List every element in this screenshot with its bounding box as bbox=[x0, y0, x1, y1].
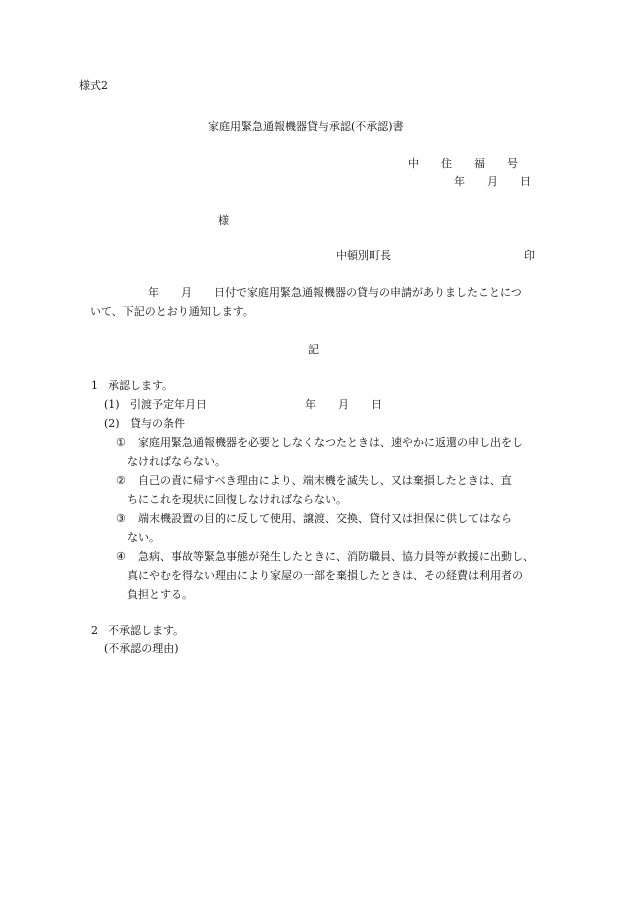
recipient-suffix: 様 bbox=[218, 214, 229, 227]
intro-line-1: 年 月 日付で家庭用緊急通報機器の貸与の申請がありましたことにつ bbox=[148, 286, 522, 299]
document-title: 家庭用緊急通報機器貸与承認(不承認)書 bbox=[208, 120, 404, 133]
document-number: 中 住 福 号 bbox=[408, 157, 518, 170]
condition-4-line-3: 負担とする。 bbox=[127, 588, 193, 601]
issuer-name: 中頓別町長 bbox=[336, 249, 391, 262]
condition-3-line-1: 端末機設置の目的に反して使用、譲渡、交換、貸付又は担保に供してはなら bbox=[138, 512, 512, 525]
condition-1-number: ① bbox=[116, 436, 126, 449]
ki-heading: 記 bbox=[308, 343, 319, 356]
condition-2-line-1: 自己の責に帰すべき理由により、端末機を滅失し、又は棄損したときは、直 bbox=[138, 474, 512, 487]
condition-4-number: ④ bbox=[116, 550, 126, 563]
section-2-label: 不承認します。 bbox=[108, 624, 185, 637]
condition-2-number: ② bbox=[116, 474, 126, 487]
item-2-number: (2) bbox=[104, 417, 120, 430]
condition-3-line-2: ない。 bbox=[127, 531, 160, 544]
section-2-reason-label: (不承認の理由) bbox=[104, 642, 179, 655]
intro-line-2: いて、下記のとおり通知します。 bbox=[90, 305, 254, 318]
section-1-number: 1 bbox=[91, 379, 98, 392]
condition-4-line-2: 真にやむを得ない理由により家屋の一部を棄損したときは、その経費は利用者の bbox=[127, 569, 523, 582]
condition-1-line-1: 家庭用緊急通報機器を必要としなくなつたときは、速やかに返還の申し出をし bbox=[138, 436, 523, 449]
condition-2-line-2: ちにこれを現状に回復しなければならない。 bbox=[127, 493, 347, 506]
form-label: 様式2 bbox=[79, 79, 108, 92]
condition-3-number: ③ bbox=[116, 512, 126, 525]
item-1-number: (1) bbox=[104, 398, 120, 411]
condition-4-line-1: 急病、事故等緊急事態が発生したときに、消防職員、協力員等が救援に出動し、 bbox=[138, 550, 534, 563]
item-2-label: 貸与の条件 bbox=[130, 417, 185, 430]
condition-1-line-2: なければならない。 bbox=[127, 455, 226, 468]
section-1-label: 承認します。 bbox=[108, 379, 174, 392]
seal-mark: 印 bbox=[524, 249, 535, 262]
item-1-label: 引渡予定年月日 bbox=[130, 398, 207, 411]
item-1-date: 年 月 日 bbox=[305, 398, 382, 411]
issue-date: 年 月 日 bbox=[454, 175, 531, 188]
section-2-number: 2 bbox=[91, 624, 98, 637]
